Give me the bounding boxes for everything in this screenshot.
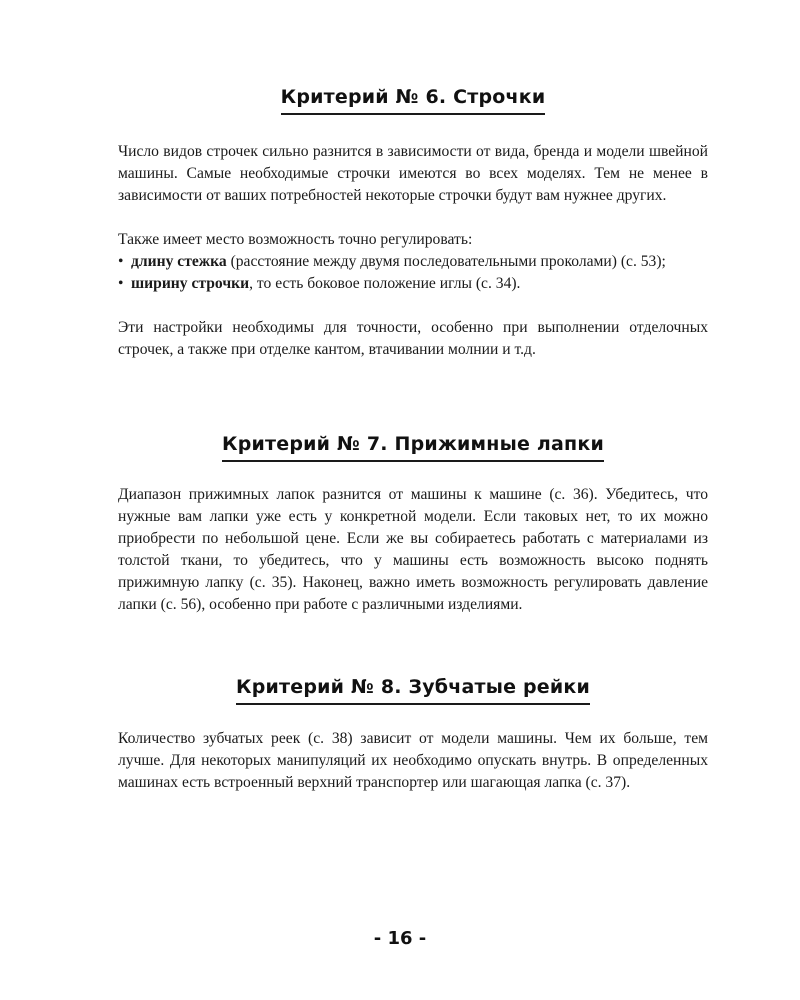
section-criterion-7: [118, 433, 708, 616]
section-criterion-6: [118, 86, 708, 361]
bullet-list: [118, 251, 708, 295]
paragraph: Количество зубчатых реек (с. 38) зависит от модели машины. Чем их больше, тем лучше. Для некоторых манипуляций их необходимо опускать внутрь. В определенных машинах есть встроенный верхний транспортер или шагающая лапка (с. 37).: [118, 730, 708, 791]
section-heading: Критерий № 7. Прижимные лапки: [222, 433, 604, 462]
paragraph: Эти настройки необходимы для точности, особенно при выполнении отделочных строчек, а также при отделке кантом, втачивании молнии и т.д.: [118, 319, 708, 358]
bullet-icon: •: [118, 253, 124, 270]
term-description: (расстояние между двумя последовательными проколами) (с. 53);: [226, 253, 666, 270]
paragraph: Также имеет место возможность точно регулировать:: [118, 231, 473, 248]
section-criterion-8: [118, 676, 708, 794]
list-item: [118, 273, 708, 295]
paragraph: Число видов строчек сильно разнится в зависимости от вида, бренда и модели швейной машины. Самые необходимые строчки имеются во всех моделях. Тем не менее в зависимости от ваших потребностей некоторые строчки будут вам нужнее других.: [118, 143, 708, 204]
section-heading: Критерий № 6. Строчки: [281, 86, 546, 115]
section-heading: Критерий № 8. Зубчатые рейки: [236, 676, 590, 705]
bullet-icon: •: [118, 275, 124, 292]
term: ширину строчки: [131, 275, 250, 292]
list-item: [118, 251, 708, 273]
term: длину стежка: [131, 253, 227, 270]
page-number: - 16 -: [373, 928, 427, 949]
term-description: , то есть боковое положение иглы (с. 34).: [249, 275, 521, 292]
paragraph: Диапазон прижимных лапок разнится от машины к машине (с. 36). Убедитесь, что нужные вам лапки уже есть у конкретной модели. Если таковых нет, то их можно приобрести по небольшой цене. Если же вы собираетесь работать с материалами из толстой ткани, то убедитесь, что у машины есть возможность высоко поднять прижимную лапку (с. 35). Наконец, важно иметь возможность регулировать давление лапки (с. 56), особенно при работе с различными изделиями.: [118, 486, 708, 613]
